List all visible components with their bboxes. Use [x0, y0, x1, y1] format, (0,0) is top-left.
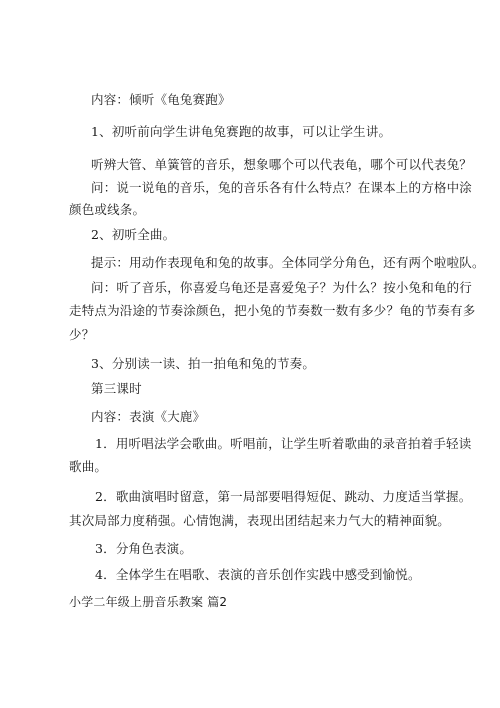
step-3-text: 3、分别读一读、拍一拍龟和兔的节奏。 [91, 356, 316, 371]
item-3-text: 3．分角色表演。 [95, 541, 193, 556]
question-line: 问：听了音乐，你喜爱乌龟还是喜爱兔子？为什么？按小兔和龟的行 [91, 280, 473, 295]
step-2-text: 2、初听全曲。 [91, 227, 176, 242]
section-heading-part-2: 小学二年级上册音乐教案 篇2 [69, 595, 228, 609]
hint-line: 提示：用动作表现龟和兔的故事。全体同学分角色，还有两个啦啦队。 [91, 255, 485, 270]
paragraph-line: 少？ [69, 327, 95, 342]
lesson-heading: 第三课时 [91, 381, 142, 396]
paragraph-line: 歌曲。 [69, 459, 108, 474]
paragraph-line: 颜色或线条。 [69, 202, 146, 217]
content-title-deer: 内容：表演《大鹿》 [91, 409, 206, 424]
question-line: 问：说一说龟的音乐，兔的音乐各有什么特点？在课本上的方格中涂 [91, 180, 473, 195]
item-4-text: 4．全体学生在唱歌、表演的音乐创作实践中感受到愉悦。 [95, 567, 421, 582]
paragraph-line: 其次局部力度稍强。心情饱满，表现出团结起来力气大的精神面貌。 [69, 513, 451, 528]
item-2-text: 2．歌曲演唱时留意，第一局部要唱得短促、跳动、力度适当掌握。 [95, 489, 472, 504]
paragraph-line: 听辨大管、单簧管的音乐，想象哪个可以代表龟，哪个可以代表兔？ [91, 157, 473, 172]
paragraph-line: 走特点为沿途的节奏涂颜色，把小兔的节奏数一数有多少？龟的节奏有多 [69, 303, 476, 318]
content-title-tortoise-hare: 内容：倾听《龟兔赛跑》 [91, 92, 231, 107]
step-1-text: 1、初听前向学生讲龟兔赛跑的故事，可以让学生讲。 [91, 124, 392, 139]
item-1-text: 1．用听唱法学会歌曲。听唱前，让学生听着歌曲的录音拍着手轻读 [95, 436, 472, 451]
